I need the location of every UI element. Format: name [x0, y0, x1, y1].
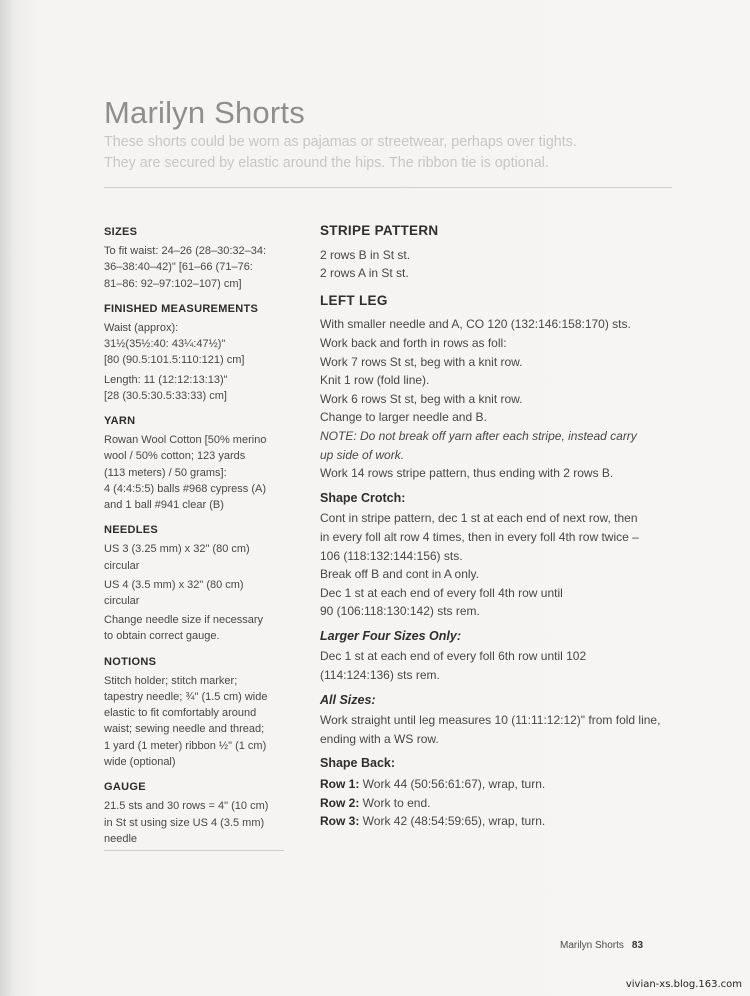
text-line: US 3 (3.25 mm) x 32" (80 cm) — [104, 543, 250, 556]
larger-sizes-heading: Larger Four Sizes Only: — [320, 628, 462, 643]
text-line: wool / 50% cotton; 123 yards — [104, 450, 246, 463]
yarn-section — [104, 413, 289, 513]
text-line: waist; sewing needle and thread; — [104, 723, 265, 736]
all-sizes-heading: All Sizes: — [320, 692, 376, 707]
text-line: ending with a WS row. — [320, 731, 439, 746]
text-line: circular — [104, 559, 140, 572]
row-instruction — [320, 794, 700, 813]
text-line: needle — [104, 832, 138, 845]
all-sizes-text — [320, 711, 700, 748]
text-line: tapestry needle; ¾" (1.5 cm) wide — [104, 691, 268, 704]
text-line: With smaller needle and A, CO 120 (132:146:158:170) sts. — [320, 317, 631, 332]
intro-text — [104, 132, 704, 174]
page-title: Marilyn Shorts — [104, 94, 305, 130]
text-line: Stitch holder; stitch marker; — [104, 674, 238, 687]
text-line: 31½(35½:40: 43¼:47½)" — [104, 338, 226, 351]
text-line: Cont in stripe pattern, dec 1 st at each end of next row, then — [320, 511, 638, 526]
stripe-pattern-text — [320, 246, 700, 283]
text-line: elastic to fit comfortably around — [104, 707, 257, 720]
intro-line: These shorts could be worn as pajamas or streetwear, perhaps over tights. — [104, 134, 577, 150]
needle-text — [104, 577, 289, 609]
text-line: Work 6 rows St st, beg with a knit row. — [320, 391, 523, 406]
notions-heading: NOTIONS — [104, 655, 157, 668]
row-text: Work to end. — [359, 795, 431, 810]
notions-text — [104, 673, 289, 770]
text-line: Knit 1 row (fold line). — [320, 373, 430, 388]
finished-measurements-section — [104, 301, 289, 404]
row-label: Row 3: — [320, 814, 360, 829]
gauge-text — [104, 798, 289, 847]
sizes-text — [104, 243, 289, 292]
stripe-pattern-heading: STRIPE PATTERN — [320, 223, 439, 238]
text-line: Change to larger needle and B. — [320, 410, 487, 425]
text-line: 106 (118:132:144:156) sts. — [320, 548, 463, 563]
text-line: (114:124:136) sts rem. — [320, 668, 440, 683]
yarn-text — [104, 432, 289, 513]
page-footer — [560, 940, 700, 951]
text-line: Dec 1 st at each end of every foll 4th row until — [320, 585, 563, 600]
text-line: Break off B and cont in A only. — [320, 567, 479, 582]
text-line: Work straight until leg measures 10 (11:11:12:12)" from fold line, — [320, 713, 661, 728]
text-line: 36–38:40–42)" [61–66 (71–76: — [104, 261, 253, 274]
note-line: NOTE: Do not break off yarn after each stripe, instead carry — [320, 428, 637, 443]
text-line: 81–86: 92–97:102–107) cm] — [104, 277, 242, 290]
gauge-section — [104, 779, 289, 847]
text-line: in St st using size US 4 (3.5 mm) — [104, 816, 265, 829]
text-line: to obtain correct gauge. — [104, 630, 220, 643]
text-line: circular — [104, 595, 140, 608]
text-line: Waist (approx): — [104, 322, 179, 335]
text-line: 1 yard (1 meter) ribbon ½" (1 cm) — [104, 739, 267, 752]
text-line: Work 14 rows stripe pattern, thus ending with 2 rows B. — [320, 466, 614, 481]
text-line: To fit waist: 24–26 (28–30:32–34: — [104, 245, 267, 258]
yarn-heading: YARN — [104, 415, 136, 428]
text-line: [80 (90.5:101.5:110:121) cm] — [104, 354, 245, 367]
page-number: 83 — [631, 940, 644, 951]
row-instruction — [320, 775, 700, 794]
gauge-heading: GAUGE — [104, 781, 146, 794]
footer-title: Marilyn Shorts — [560, 940, 624, 951]
text-line: Work 7 rows St st, beg with a knit row. — [320, 354, 523, 369]
instructions-column — [320, 222, 700, 831]
materials-divider — [104, 850, 284, 851]
shape-back-heading: Shape Back: — [320, 756, 396, 771]
text-line: Work back and forth in rows as foll: — [320, 335, 507, 350]
title-divider — [104, 187, 672, 188]
text-line: Length: 11 (12:12:13:13)" — [104, 373, 228, 386]
left-leg-text — [320, 315, 700, 482]
sizes-section — [104, 224, 289, 292]
notions-section — [104, 654, 289, 770]
row-text: Work 42 (48:54:59:65), wrap, turn. — [359, 814, 546, 829]
text-line: 4 (4:4:5:5) balls #968 cypress (A) — [104, 482, 267, 495]
note-line: up side of work. — [320, 447, 405, 462]
text-line: US 4 (3.5 mm) x 32" (80 cm) — [104, 578, 244, 591]
larger-sizes-text — [320, 647, 700, 684]
text-line: [28 (30.5:30.5:33:33) cm] — [104, 389, 227, 402]
text-line: Change needle size if necessary — [104, 614, 263, 627]
needle-text — [104, 541, 289, 573]
shape-crotch-text — [320, 509, 700, 621]
left-leg-heading: LEFT LEG — [320, 292, 388, 308]
text-line: (113 meters) / 50 grams]: — [104, 466, 227, 479]
materials-column — [104, 224, 289, 856]
row-instruction — [320, 812, 700, 831]
waist-text — [104, 320, 289, 369]
row-text: Work 44 (50:56:61:67), wrap, turn. — [359, 777, 546, 792]
text-line: 21.5 sts and 30 rows = 4" (10 cm) — [104, 800, 269, 813]
needles-heading: NEEDLES — [104, 524, 159, 537]
text-line: 90 (106:118:130:142) sts rem. — [320, 604, 480, 619]
shape-crotch-heading: Shape Crotch: — [320, 490, 406, 505]
text-line: 2 rows A in St st. — [320, 266, 409, 281]
shape-back-text — [320, 775, 700, 831]
watermark: vivian-xs.blog.163.com — [625, 979, 742, 990]
row-label: Row 2: — [320, 795, 360, 810]
row-label: Row 1: — [320, 777, 360, 792]
text-line: and 1 ball #941 clear (B) — [104, 499, 224, 512]
length-text — [104, 372, 289, 404]
needle-text — [104, 612, 289, 644]
text-line: wide (optional) — [104, 755, 176, 768]
intro-line: They are secured by elastic around the hips. The ribbon tie is optional. — [104, 155, 549, 171]
text-line: in every foll alt row 4 times, then in every foll 4th row twice – — [320, 529, 639, 544]
text-line: Rowan Wool Cotton [50% merino — [104, 434, 267, 447]
needles-section — [104, 522, 289, 644]
sizes-heading: SIZES — [104, 226, 138, 238]
finished-heading: FINISHED MEASUREMENTS — [104, 302, 259, 315]
text-line: 2 rows B in St st. — [320, 247, 411, 262]
text-line: Dec 1 st at each end of every foll 6th row until 102 — [320, 649, 587, 664]
